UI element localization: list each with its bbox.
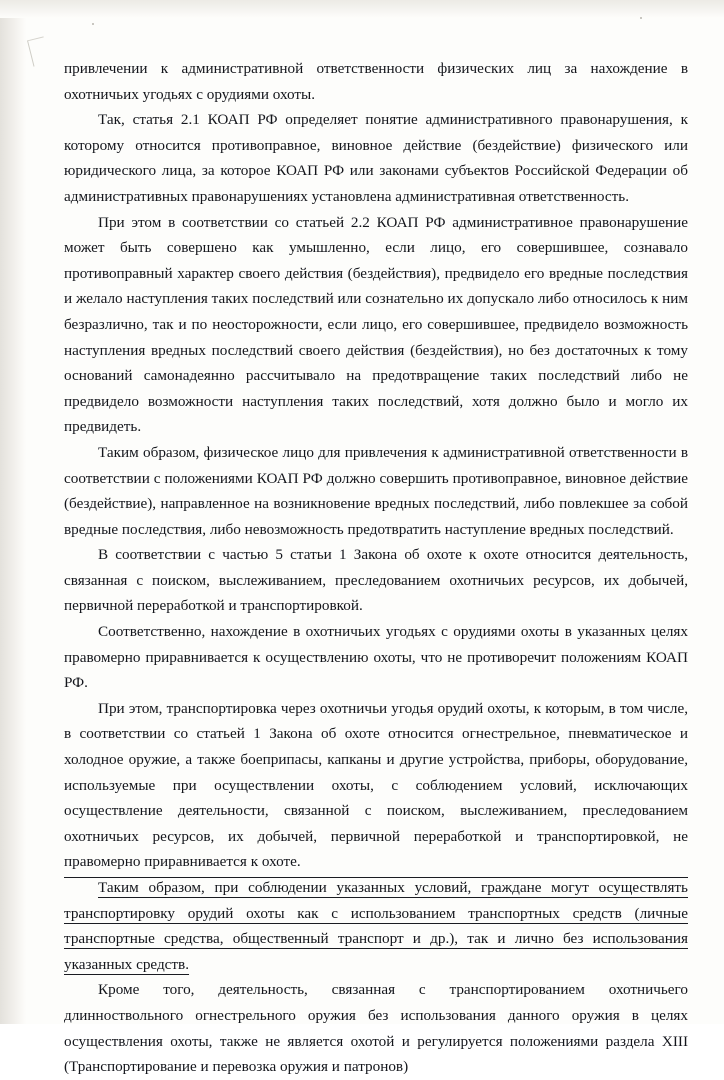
document-text-body	[64, 56, 688, 1080]
pen-mark-artifact	[27, 36, 50, 66]
paragraph-1: привлечении к административной ответственности физических лиц за нахождение в охотничьих угодьях с орудиями охоты.	[64, 60, 688, 103]
scan-edge-shadow-left	[0, 0, 26, 1024]
scan-speck	[92, 23, 94, 25]
paragraph-3: При этом в соответствии со статьей 2.2 КОАП РФ административное правонарушение может быть совершено как умышленно, если лицо, его совершившее, сознавало противоправный характер своего действия (бездействия), предвидело его вредные последствия и желало наступления таких последствий или сознательно их допускало либо относилось к ним безразлично, так и по неосторожности, если лицо, его совершившее, предвидело возможность наступления вредных последствий своего действия (бездействия), но без достаточных к тому оснований самонадеянно рассчитывало на предотвращение таких последствий либо не предвидело возможности наступления таких последствий, хотя должно было и могло их предвидеть.	[64, 213, 688, 436]
paragraph-2: Так, статья 2.1 КОАП РФ определяет понятие административного правонарушения, к которому относится противоправное, виновное действие (бездействие) физического или юридического лица, за которое КОАП РФ или законами субъектов Российской Федерации об административных правонарушениях установлена административная ответственность.	[64, 111, 688, 205]
paragraph-8: Таким образом, при соблюдении указанных условий, граждане могут осуществлять транспортировку орудий охоты как с использованием транспортных средств (личные транспортные средства, общественный транспорт и др.), так и лично без использования указанных средств.	[64, 879, 688, 973]
paragraph-9: Кроме того, деятельность, связанная с транспортированием охотничьего длинноствольного огнестрельного оружия без использования данного оружия в целях осуществления охоты, также не является охотой и регулируется положениями раздела XIII (Транспортирование и перевозка оружия и патронов)	[64, 981, 688, 1076]
scan-edge-shadow-top	[0, 0, 724, 18]
paragraph-6: Соответственно, нахождение в охотничьих угодьях с орудиями охоты в указанных целях правомерно приравнивается к осуществлению охоты, что не противоречит положениям КОАП РФ.	[64, 623, 688, 692]
paragraph-5: В соответствии с частью 5 статьи 1 Закона об охоте к охоте относится деятельность, связанная с поиском, выслеживанием, преследованием охотничьих ресурсов, их добычей, первичной переработкой и транспортировкой.	[64, 546, 688, 615]
underlined-passage	[64, 875, 688, 977]
paragraph-7: При этом, транспортировка через охотничьи угодья орудий охоты, к которым, в том числе, в соответствии со статьей 1 Закона об охоте относится огнестрельное, пневматическое и холодное оружие, а также боеприпасы, капканы и другие устройства, приборы, оборудование, используемые при осуществлении охоты, с соблюдением условий, исключающих осуществление деятельности, связанной с поиском, выслеживанием, преследованием охотничьих ресурсов, их добычей, первичной переработкой и транспортировкой, не правомерно приравнивается к охоте.	[64, 699, 688, 871]
paragraph-4: Таким образом, физическое лицо для привлечения к административной ответственности в соответствии с положениями КОАП РФ должно совершить противоправное, виновное действие (бездействие), направленное на возникновение вредных последствий, либо повлекшее за собой вредные последствия, либо невозможность предотвратить наступление вредных последствий.	[64, 443, 688, 538]
scan-speck	[640, 17, 642, 19]
